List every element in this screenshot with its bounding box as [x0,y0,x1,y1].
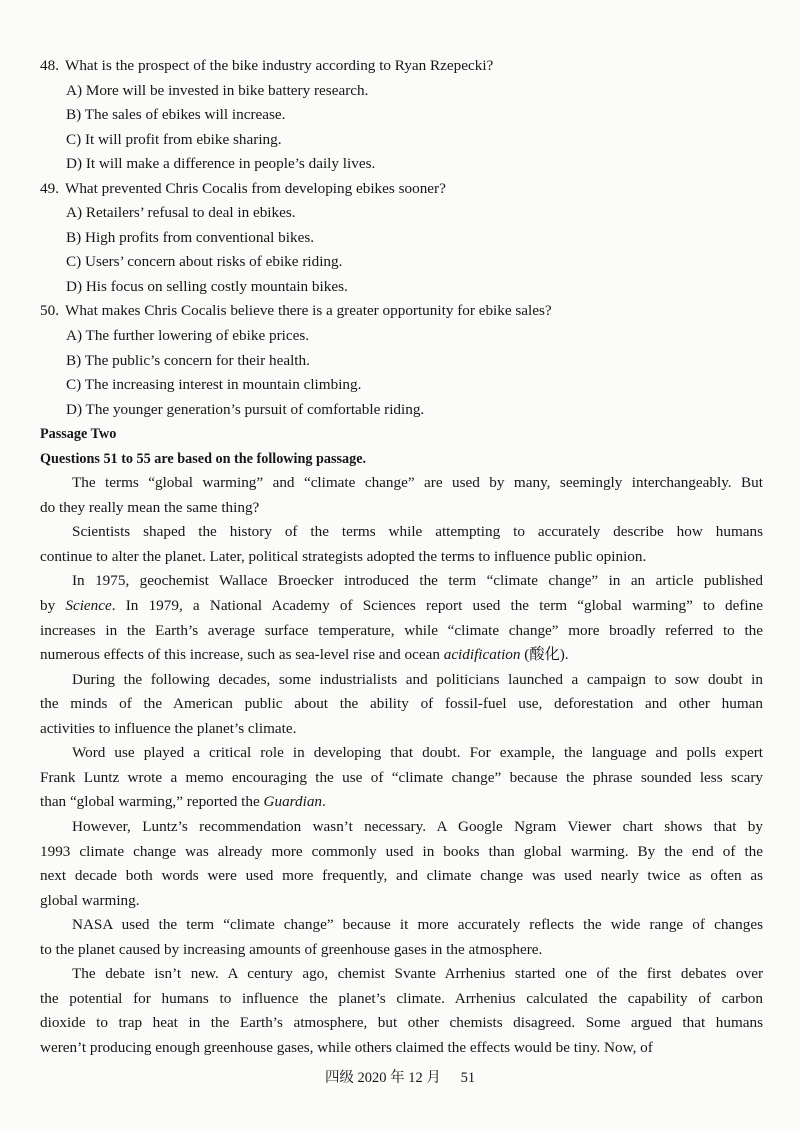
document-page [40,54,763,1060]
paragraph-line: continue to alter the planet. Later, political strategists adopted the terms to influence public opinion. [40,547,647,565]
answer-option: D) The younger generation’s pursuit of comfortable riding. [66,400,425,418]
paragraph-line: Frank Luntz wrote a memo encouraging the use of “climate change” because the phrase sounded less scary [40,768,763,786]
answer-option: B) The sales of ebikes will increase. [66,106,286,124]
paragraph-line: weren’t producing enough greenhouse gases, while others claimed the effects would be tiny. Now, of [40,1038,653,1056]
paragraph-line: NASA used the term “climate change” because it more accurately reflects the wide range of changes [72,916,763,934]
question-number: 50. [40,302,59,320]
question-text: What prevented Chris Cocalis from developing ebikes sooner? [64,179,446,197]
paragraph-line: Scientists shaped the history of the terms while attempting to accurately describe how humans [72,523,763,541]
paragraph-line: the potential for humans to influence the planet’s climate. Arrhenius calculated the capability of carbon [40,989,763,1007]
exam-label: 四级 2020 年 12 月 [324,1070,441,1086]
answer-option: B) The public’s concern for their health. [66,351,310,369]
paragraph-line: global warming. [40,891,140,909]
paragraph-line: do they really mean the same thing? [40,498,260,516]
paragraph-line: However, Luntz’s recommendation wasn’t necessary. A Google Ngram Viewer chart shows that by [72,817,763,835]
question-text: What is the prospect of the bike industry according to Ryan Rzepecki? [64,57,494,74]
paragraph-line: than “global warming,” reported the Guardian. [40,793,326,811]
paragraph-line: next decade both words were used more frequently, and climate change was used nearly twice as often as [40,867,763,885]
question-stem [40,54,763,79]
question-stem [40,177,763,202]
paragraph-line: The terms “global warming” and “climate change” are used by many, seemingly interchangeably. But [72,474,763,492]
paragraph-line: increases in the Earth’s average surface temperature, while “climate change” more broadly referred to the [40,621,763,639]
paragraph-line: activities to influence the planet’s climate. [40,719,297,737]
paragraph-line: In 1975, geochemist Wallace Broecker introduced the term “climate change” in an article published [72,572,763,590]
answer-option: B) High profits from conventional bikes. [66,228,315,246]
answer-option: D) It will make a difference in people’s daily lives. [66,155,376,173]
question-number: 48. [40,57,59,74]
question-text: What makes Chris Cocalis believe there is a greater opportunity for ebike sales? [64,302,552,320]
passage-title: Passage Two [40,426,117,443]
paragraph-line: The debate isn’t new. A century ago, chemist Svante Arrhenius started one of the first debates over [72,965,763,983]
passage-instruction: Questions 51 to 55 are based on the following passage. [40,450,367,467]
answer-option: C) It will profit from ebike sharing. [66,130,282,148]
paragraph-line: the minds of the American public about the ability of fossil-fuel use, deforestation and other human [40,695,763,713]
page-footer [0,1066,800,1087]
paragraph-line: Word use played a critical role in developing that doubt. For example, the language and polls expert [72,744,763,762]
answer-option: A) The further lowering of ebike prices. [66,327,310,345]
question-stem [40,299,763,324]
paragraph-line: dioxide to trap heat in the Earth’s atmosphere, but other chemists disagreed. Some argued that humans [40,1014,763,1032]
question-number: 49. [40,179,59,197]
answer-option: C) Users’ concern about risks of ebike riding. [66,253,343,271]
paragraph-line: numerous effects of this increase, such as sea-level rise and ocean acidification (酸化). [40,646,569,664]
paragraph-line: During the following decades, some industrialists and politicians launched a campaign to sow doubt in [72,670,763,688]
paragraph-line: to the planet caused by increasing amounts of greenhouse gases in the atmosphere. [40,940,543,958]
answer-option: C) The increasing interest in mountain climbing. [66,376,362,394]
paragraph-line: by Science. In 1979, a National Academy of Sciences report used the term “global warming” to define [40,597,763,615]
answer-option: D) His focus on selling costly mountain bikes. [66,277,348,295]
answer-option: A) More will be invested in bike battery research. [66,81,369,99]
answer-option: A) Retailers’ refusal to deal in ebikes. [66,204,296,222]
page-number: 51 [460,1070,476,1086]
paragraph-line: 1993 climate change was already more commonly used in books than global warming. By the end of the [40,842,763,860]
